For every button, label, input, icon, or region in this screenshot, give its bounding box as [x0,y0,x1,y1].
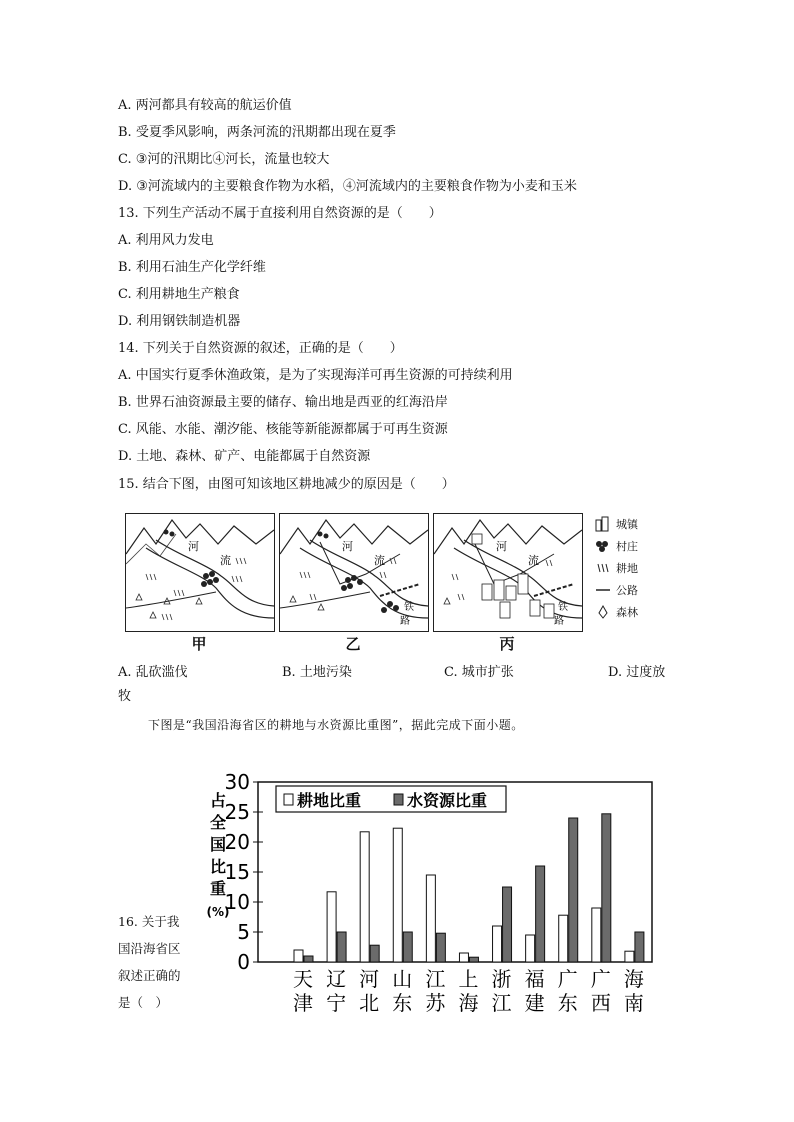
bar-farmland [294,950,303,962]
bar-farmland [493,926,502,962]
x-tick-label: 西 [590,991,611,1015]
question-line: D. ③河流域内的主要粮食作物为水稻，④河流域内的主要粮食作物为小麦和玉米 [118,179,577,194]
x-tick-label: 广 [590,967,611,991]
y-axis-label-char: 国 [209,835,227,854]
x-tick-label: 宁 [326,991,347,1015]
q15-option-c: C. 城市扩张 [444,665,514,680]
x-tick-label: 浙 [491,967,512,991]
x-tick-label: 辽 [326,967,347,991]
bar-farmland [526,935,535,962]
y-tick-label: 15 [224,860,250,884]
x-tick-label: 建 [524,991,545,1015]
q15-option-d: D. 过度放 [608,665,666,680]
legend-item-village: 村庄 [594,535,638,557]
question-line: B. 利用石油生产化学纤维 [118,260,266,275]
svg-text:铁: 铁 [404,602,414,613]
svg-text:流: 流 [220,554,231,567]
question-line: D. 利用钢铁制造机器 [118,314,241,329]
question-line: A. 利用风力发电 [118,233,214,248]
bar-farmland [592,908,601,962]
town-icon [594,516,612,532]
legend-label: 水资源比重 [407,791,488,810]
x-tick-label: 江 [425,967,446,991]
svg-text:铁: 铁 [558,602,568,613]
bar-farmland [327,892,336,962]
bar-farmland [426,875,435,962]
bar-farmland [459,953,468,962]
road-icon [594,582,612,598]
x-tick-label: 东 [392,991,413,1015]
y-tick-label: 25 [224,800,250,824]
question-line: A. 中国实行夏季休渔政策，是为了实现海洋可再生资源的可持续利用 [118,368,513,383]
legend-swatch [394,794,403,805]
bar-water [436,933,445,962]
bar-water [403,932,412,962]
legend-item-town: 城镇 [594,513,638,535]
river-label: 河 [188,540,199,553]
bar-chart [200,770,670,1020]
legend-item-farmland: 耕地 [594,557,638,579]
y-axis-label-char: 重 [209,879,227,898]
legend-label: 耕地比重 [297,791,362,810]
x-tick-label: 东 [557,991,578,1015]
x-tick-label: 天 [293,967,313,991]
x-tick-label: 海 [458,991,479,1015]
farmland-icon [594,560,612,576]
chart-intro: 下图是“我国沿海省区的耕地与水资源比重图”，据此完成下面小题。 [148,718,524,732]
q16-line-3: 叙述正确的 [118,968,181,983]
bar-water [469,957,478,962]
x-tick-label: 广 [557,967,578,991]
svg-text:河: 河 [496,540,507,553]
svg-text:路: 路 [400,616,410,627]
bar-water [602,814,611,962]
y-axis-label-char: 比 [209,857,227,876]
legend-item-road: 公路 [594,579,638,601]
bar-water [304,956,313,962]
village-icon [594,538,612,554]
y-tick-label: 0 [237,950,250,974]
svg-text:路: 路 [554,616,564,627]
bar-water [337,932,346,962]
x-tick-label: 江 [491,991,512,1015]
x-tick-label: 山 [392,967,413,991]
question-line: 13. 下列生产活动不属于直接利用自然资源的是（ ） [118,206,442,221]
x-tick-label: 福 [524,967,545,991]
y-axis-label-char: 全 [209,813,227,832]
question-line: B. 世界石油资源最主要的储存、输出地是西亚的红海沿岸 [118,395,448,410]
y-tick-label: 20 [224,830,250,854]
x-tick-label: 苏 [425,991,446,1015]
legend-item-forest: 森林 [594,601,638,623]
q16-line-2: 国沿海省区 [118,941,181,956]
bar-water [635,932,644,962]
svg-text:流: 流 [374,554,385,567]
y-tick-label: 10 [224,890,250,914]
svg-text:流: 流 [528,554,539,567]
forest-icon [594,604,612,620]
bar-farmland [625,951,634,962]
y-tick-label: 5 [237,920,250,944]
q15-option-a: A. 乱砍滥伐 [118,665,188,680]
bar-water [536,866,545,962]
bar-farmland [559,915,568,962]
panel-label-jia: 甲 [191,635,207,653]
x-tick-label: 津 [293,991,313,1015]
q15-option-d-wrap: 牧 [118,689,132,704]
y-tick-label: 30 [224,770,250,794]
question-line: C. 风能、水能、潮汐能、核能等新能源都属于可再生资源 [118,422,448,437]
y-axis-label-char: 占 [209,791,227,810]
map-panel-bing [433,513,583,632]
question-line: 15. 结合下图，由图可知该地区耕地减少的原因是（ ） [118,477,455,492]
legend-swatch [284,794,293,805]
svg-text:河: 河 [342,540,353,553]
x-tick-label: 上 [458,967,479,991]
map-panel-yi [279,513,429,632]
q16-line-1: 16. 关于我 [118,914,180,929]
question-line: C. ③河的汛期比④河长，流量也较大 [118,152,330,167]
question-line: C. 利用耕地生产粮食 [118,287,240,302]
bar-water [569,818,578,962]
bar-water [370,945,379,962]
x-tick-label: 北 [359,991,380,1015]
x-tick-label: 海 [623,967,644,991]
x-tick-label: 南 [623,991,644,1015]
map-panel-jia [125,513,275,632]
bar-farmland [393,828,402,962]
panel-label-yi: 乙 [345,635,361,653]
question-line: B. 受夏季风影响，两条河流的汛期都出现在夏季 [118,125,396,140]
q16-line-4: 是（ ） [118,995,169,1010]
map-legend [594,513,638,623]
panel-label-bing: 丙 [499,635,515,653]
x-tick-label: 河 [359,967,380,991]
bar-water [503,887,512,962]
bar-farmland [360,832,369,962]
question-line: A. 两河都具有较高的航运价值 [118,98,292,113]
question-line: D. 土地、森林、矿产、电能都属于自然资源 [118,449,371,464]
q15-option-b: B. 土地污染 [282,665,352,680]
y-axis-unit: (%) [206,905,230,919]
question-line: 14. 下列关于自然资源的叙述，正确的是（ ） [118,341,403,356]
